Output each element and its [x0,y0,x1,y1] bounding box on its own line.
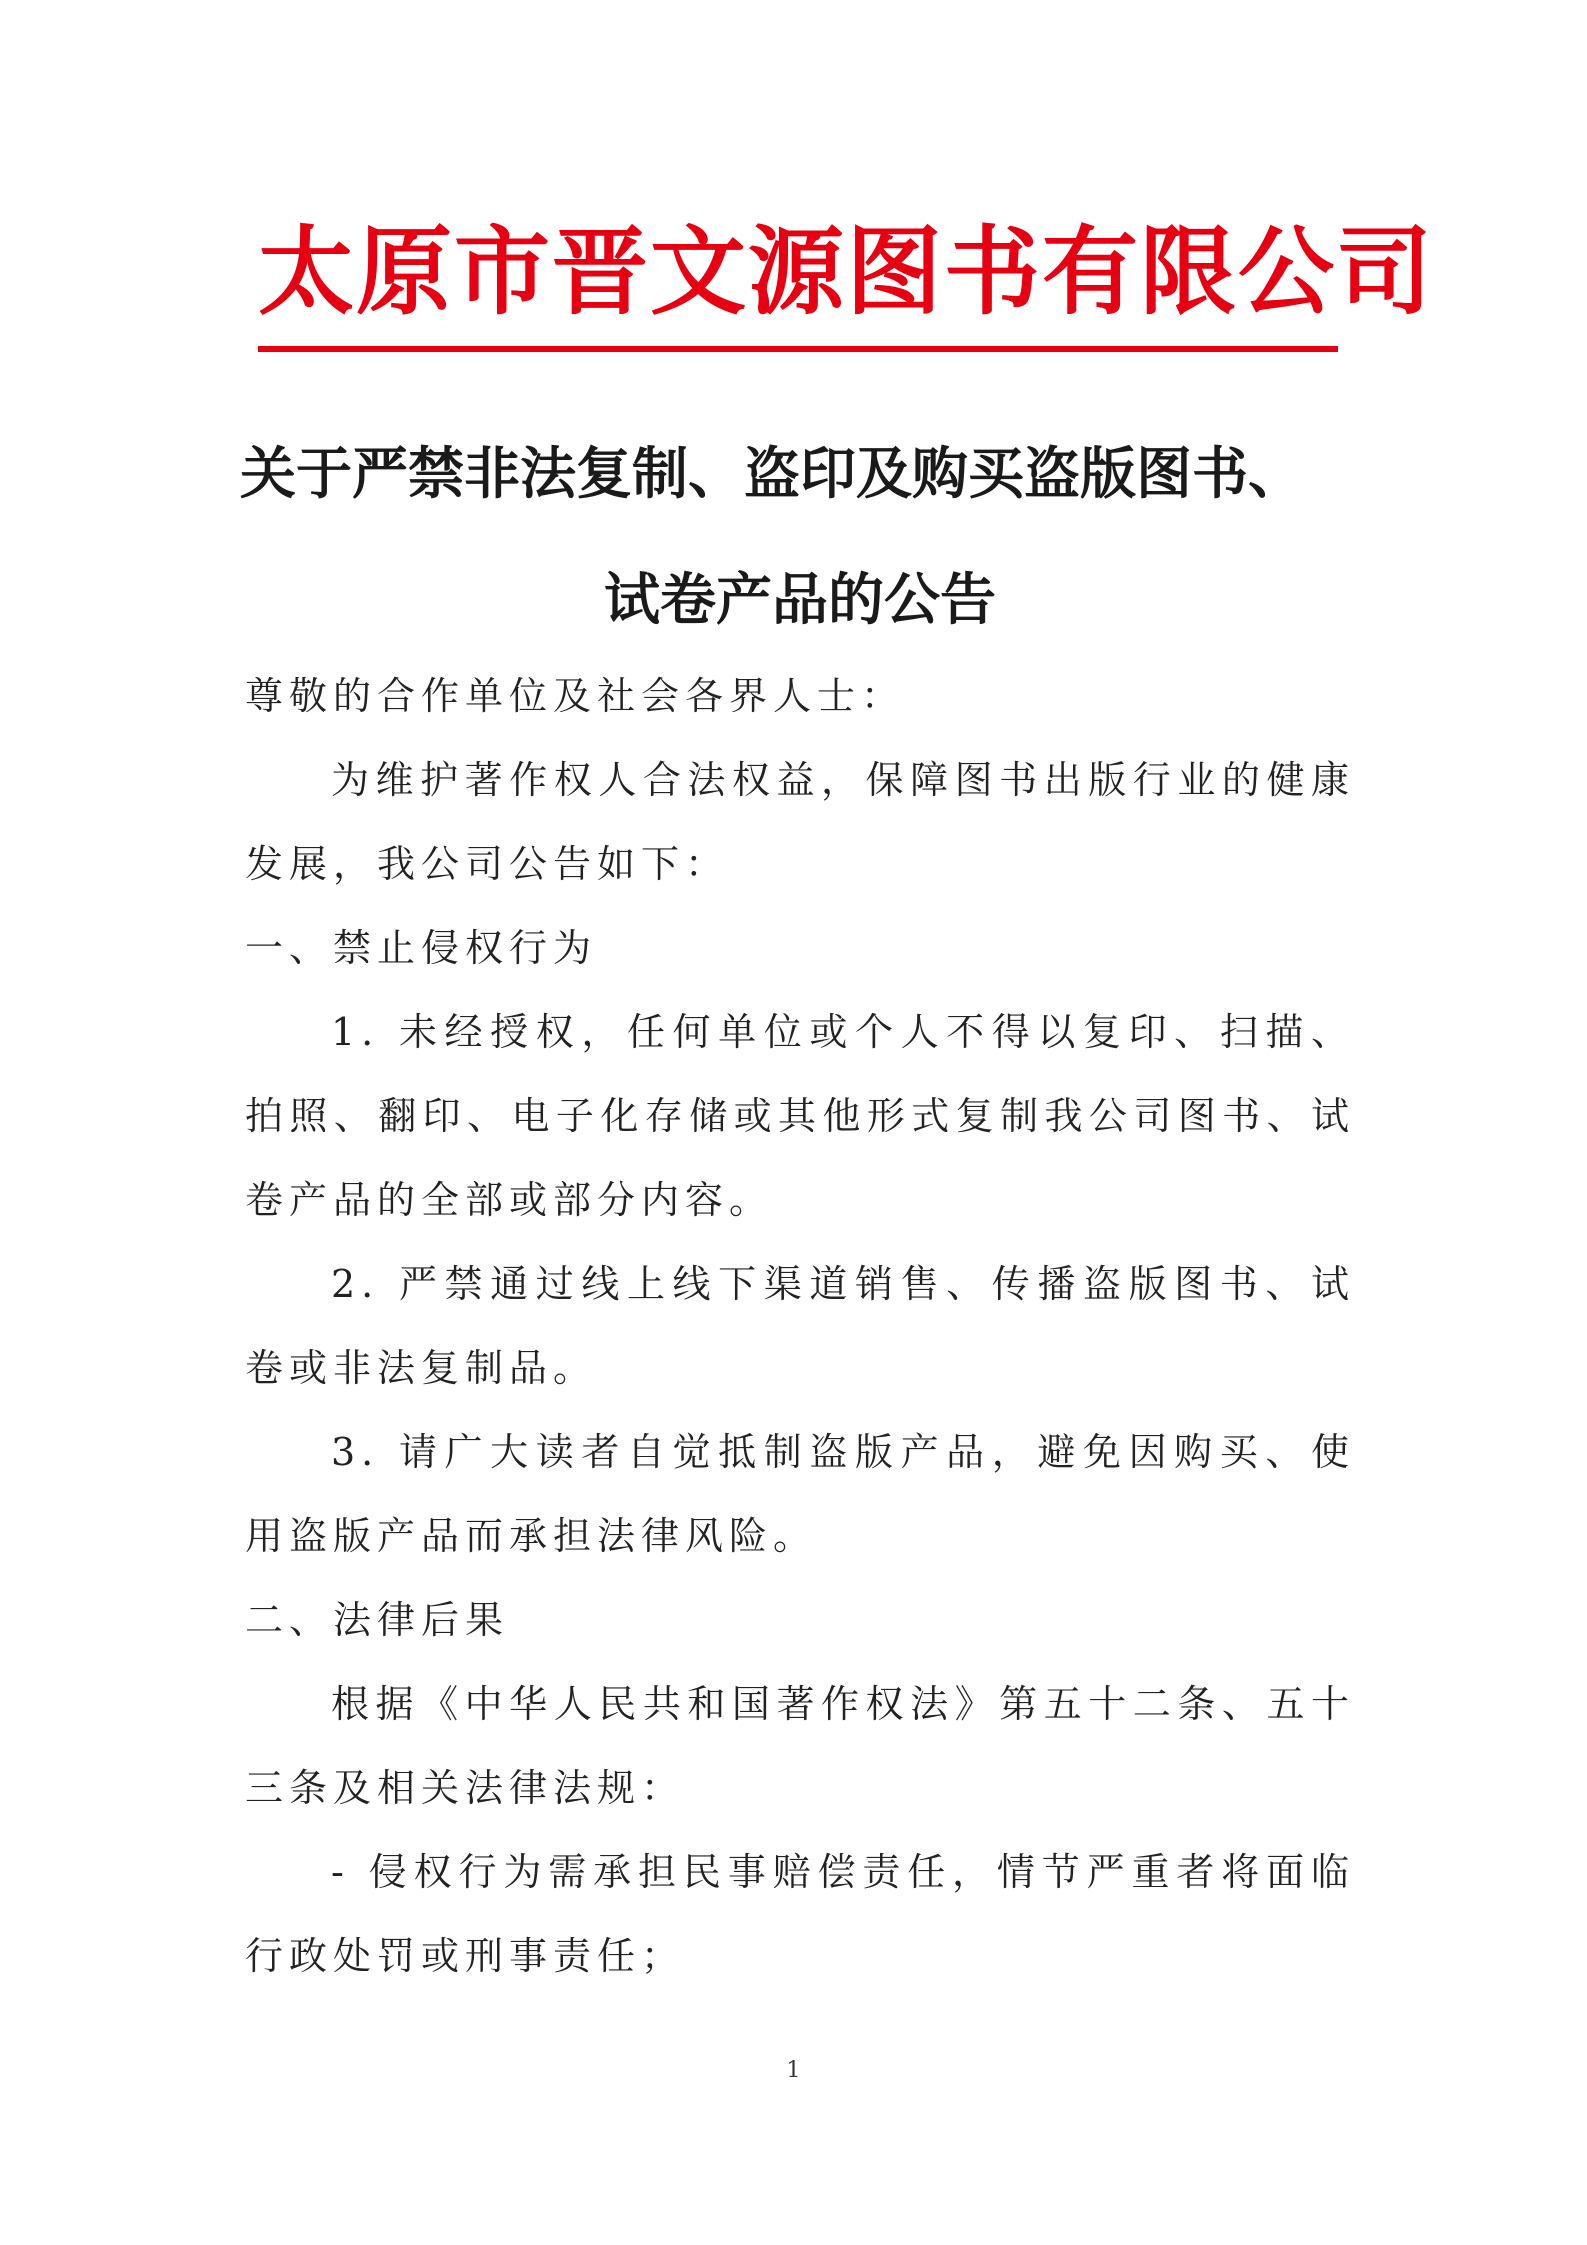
page-number: 1 [786,2058,801,2083]
section-2-heading: 二、法律后果 [245,1598,510,1642]
document-title-line-1: 关于严禁非法复制、盗印及购买盗版图书、 [240,441,1304,507]
company-letterhead: 太原市晋文源图书有限公司 [258,216,1434,328]
intro-paragraph: 为维护著作权人合法权益，保障图书出版行业的健康发展，我公司公告如下： [245,758,1355,886]
item-3-paragraph: 3. 请广大读者自觉抵制盗版产品，避免因购买、使用盗版产品而承担法律风险。 [245,1430,1355,1558]
item-1-paragraph: 1. 未经授权，任何单位或个人不得以复印、扫描、拍照、翻印、电子化存储或其他形式复制我公司图书、试卷产品的全部或部分内容。 [245,1010,1355,1222]
item-2-paragraph: 2. 严禁通过线上线下渠道销售、传播盗版图书、试卷或非法复制品。 [245,1262,1355,1390]
legal-basis-paragraph: 根据《中华人民共和国著作权法》第五十二条、五十三条及相关法律法规： [245,1682,1355,1810]
salutation: 尊敬的合作单位及社会各界人士： [245,674,906,718]
document-title-line-2: 试卷产品的公告 [604,567,996,633]
letterhead-divider [258,346,1338,352]
consequence-1-paragraph: - 侵权行为需承担民事赔偿责任，情节严重者将面临行政处罚或刑事责任； [245,1850,1355,1978]
section-1-heading: 一、禁止侵权行为 [245,926,598,970]
